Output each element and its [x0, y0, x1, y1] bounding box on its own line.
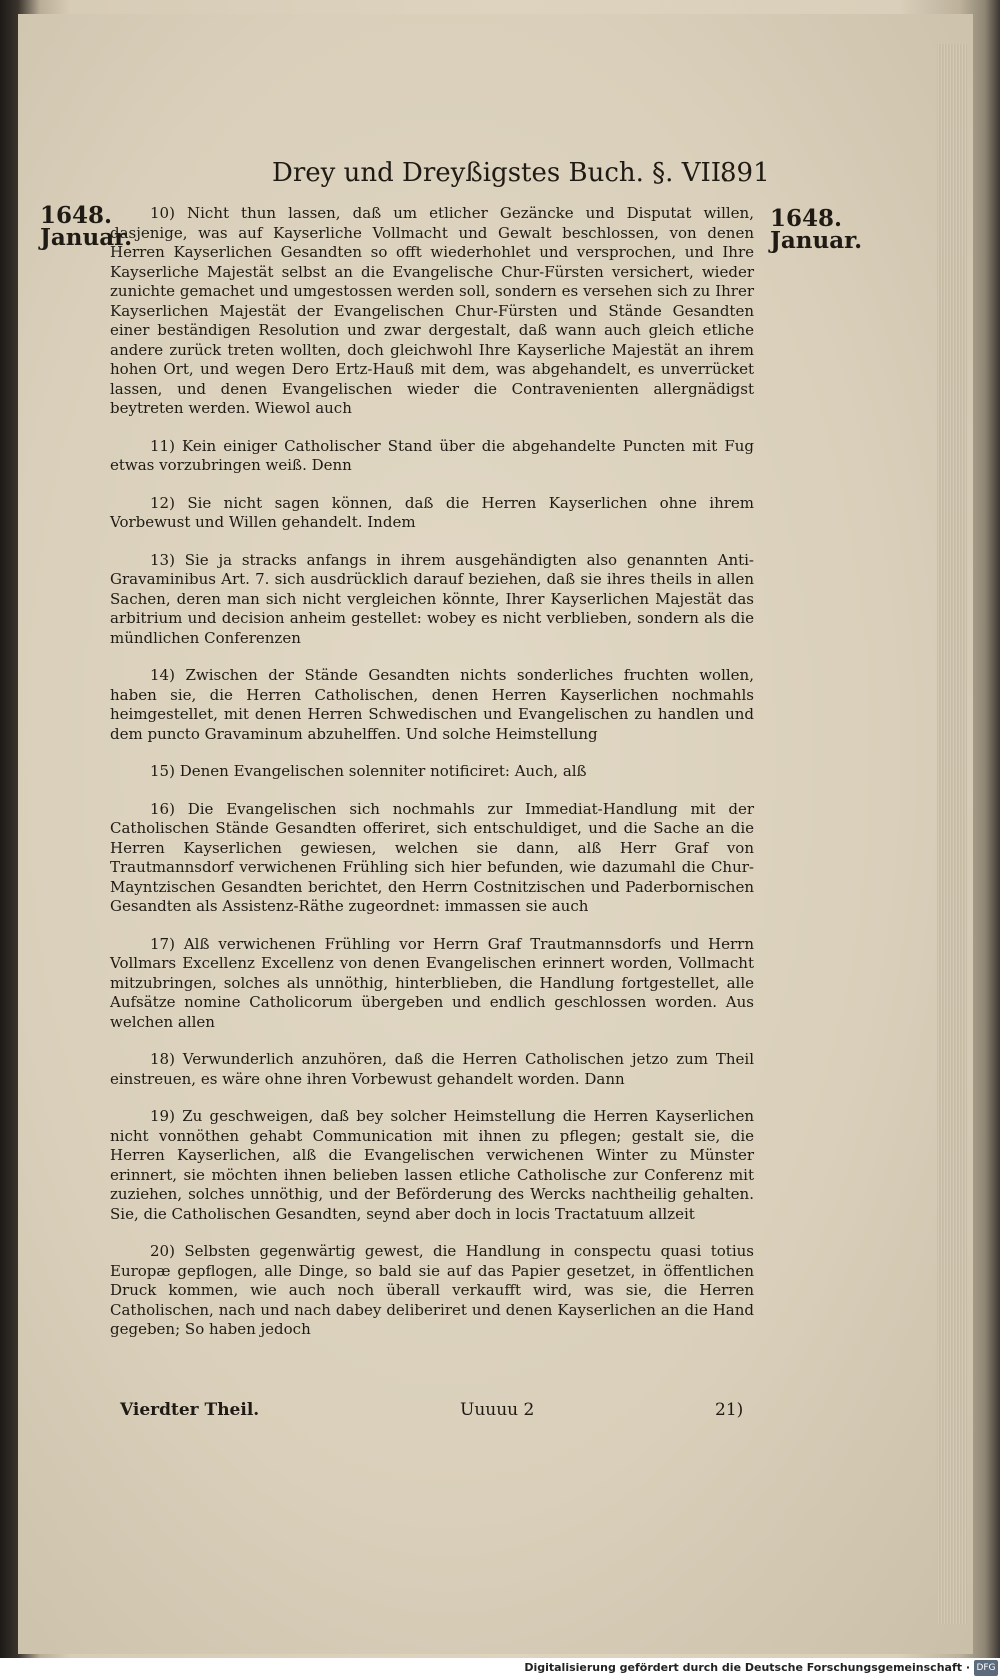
paragraph-18: 18) Verwunderlich anzuhören, daß die Herren Catholischen jetzo zum Theil einstreuen, es wäre ohne ihren Vorbewust gehandelt worden. Dann	[110, 1050, 754, 1088]
right-margin-year: 1648.	[770, 205, 843, 232]
left-margin-month: Januar.	[40, 224, 133, 251]
right-margin-note	[770, 205, 863, 254]
left-margin-year: 1648.	[40, 202, 113, 229]
paragraph-16: 16) Die Evangelischen sich nochmahls zur Immediat-Handlung mit der Catholischen Stände Gesandten offeriret, sich entschuldiget, und die Sache an die Herren Kayserlichen gewiesen, welchen sie dann, alß Herr Graf von Trautmannsdorf verwichenen Frühling sich hier befunden, wie dazumahl die Chur-Mayntzischen Gesandten berichtet, den Herrn Costnitzischen und Paderbornischen Gesandten als Assistenz-Räthe zugeordnet: immassen sie auch	[110, 799, 754, 915]
dfg-logo: DFG	[974, 1660, 998, 1676]
running-title: Drey und Dreyßigstes Buch. §. VII.	[272, 158, 730, 188]
paragraph-15: 15) Denen Evangelischen solenniter notificiret: Auch, alß	[150, 762, 587, 780]
page-edge	[937, 44, 967, 1624]
credit-text: Digitalisierung gefördert durch die Deutsche Forschungsgemeinschaft ·	[524, 1661, 970, 1674]
paragraph-20: 20) Selbsten gegenwärtig gewest, die Handlung in conspectu quasi totius Europæ gepflogen, alle Dinge, so bald sie auf das Papier gesetzet, in öffentlichen Druck kommen, wie auch noch überall verkaufft wird, was sie, die Herren Catholischen, nach und nach dabey deliberiret und denen Kayserlichen an die Hand gegeben; So haben jedoch	[110, 1242, 754, 1338]
paragraph-10: 10) Nicht thun lassen, daß um etlicher Gezäncke und Disputat willen, dasjenige, was auf Kayserliche Vollmacht und Gewalt beschlossen, von denen Herren Kayserlichen Gesandten so offt wiederhohlet und versprochen, und Ihre Kayserliche Majestät selbst an die Evangelische Chur-Fürsten versichert, wieder zunichte gemachet und umgestossen werden soll, sondern es versehen sich zu Ihrer Kayserlichen Majestät der Evangelischen Chur-Fürsten und Stände Gesandten einer beständigen Resolution und zwar dergestalt, daß wann auch gleich etliche andere zurück treten wollten, doch gleichwohl Ihre Kayserliche Majestät an ihrem hohen Ort, und wegen Dero Ertz-Hauß mit dem, was abgehandelt, es unverrücket lassen, und denen Evangelischen wieder die Contravenienten allergnädigst beytreten werden. Wiewol auch	[110, 204, 754, 417]
credit-bar	[0, 1658, 1000, 1680]
paragraph-19: 19) Zu geschweigen, daß bey solcher Heimstellung die Herren Kayserlichen nicht vonnöthen gehabt Communication mit ihnen zu pflegen; gestalt sie, die Herren Kayserlichen, alß die Evangelischen verwichenen Winter zu Münster erinnert, sie möchten ihnen belieben lassen etliche Catholische zur Conferenz mit zuziehen, solches unnöthig, und der Beförderung des Wercks nachtheilig gehalten. Sie, die Catholischen Gesandten, seynd aber doch in locis Tractatuum allzeit	[110, 1107, 754, 1223]
paragraph-13: 13) Sie ja stracks anfangs in ihrem ausgehändigten also genannten Anti-Gravaminibus Art. 7. sich ausdrücklich darauf beziehen, daß sie ihres theils in allen Sachen, deren man sich nicht vergleichen könnte, Ihrer Kayserlichen Majestät das arbitrium und decision anheim gestellet: wobey es nicht verblieben, sondern als die mündlichen Conferenzen	[110, 550, 754, 647]
paragraph-14: 14) Zwischen der Stände Gesandten nichts sonderliches fruchten wollen, haben sie, die Herren Catholischen, denen Herren Kayserlichen nochmahls heimgestellet, mit denen Herren Schwedischen und Evangelischen zu handlen und dem puncto Gravaminum abzuhelffen. Und solche Heimstellung	[110, 666, 754, 743]
paragraph-17: 17) Alß verwichenen Frühling vor Herrn Graf Trautmannsdorfs und Herrn Vollmars Excellenz Excellenz von denen Evangelischen erinnert worden, Vollmacht mitzubringen, solches als unnöthig, hinterblieben, die Handlung fortgestellet, alle Aufsätze nomine Catholicorum übergeben und endlich geschlossen worden. Aus welchen allen	[110, 934, 754, 1031]
paragraph-12: 12) Sie nicht sagen können, daß die Herren Kayserlichen ohne ihrem Vorbewust und Willen gehandelt. Indem	[110, 493, 754, 531]
paragraph-11: 11) Kein einiger Catholischer Stand über die abgehandelte Puncten mit Fug etwas vorzubringen weiß. Denn	[110, 436, 754, 474]
volume-footer: Vierdter Theil.	[120, 1400, 260, 1420]
right-margin-month: Januar.	[770, 227, 863, 254]
page-number: 891	[720, 158, 770, 188]
catchword: 21)	[715, 1400, 744, 1420]
body-text	[110, 204, 754, 1358]
signature-mark: Uuuuu 2	[460, 1400, 535, 1420]
